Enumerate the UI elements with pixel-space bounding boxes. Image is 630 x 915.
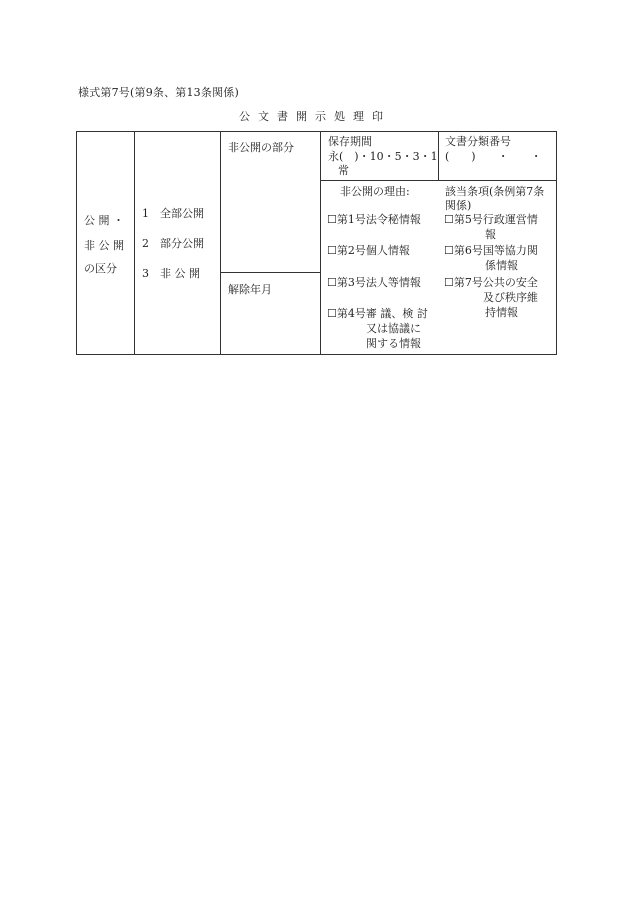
applicable-text-cont: 持情報 xyxy=(485,306,518,319)
applicable-text-cont: 及び秩序維 xyxy=(483,291,538,304)
checkbox-icon[interactable]: ☐ xyxy=(444,276,454,289)
table-divider xyxy=(134,131,135,355)
table-divider xyxy=(320,180,557,181)
option-nondisclosure: 3 非 公 開 xyxy=(142,267,200,280)
option-partial-disclosure: 2 部分公開 xyxy=(142,237,204,250)
checkbox-icon[interactable]: ☐ xyxy=(327,276,337,289)
reason-checkbox-item[interactable]: ☐第2号個人情報 xyxy=(327,244,410,257)
retention-period-values: 永( )・10・5・3・1 xyxy=(328,150,438,163)
option-full-disclosure: 1 全部公開 xyxy=(142,207,204,220)
document-title: 公文書開示処理印 xyxy=(239,110,391,123)
applicable-checkbox-item[interactable]: ☐第5号行政運営情 xyxy=(444,213,538,226)
applicable-clauses-header-line1: 該当条項(条例第7条 xyxy=(445,185,545,198)
category-label-line1: 公 開 ・ xyxy=(84,214,124,227)
reason-text-cont: 関する情報 xyxy=(366,337,421,350)
nondisclosed-part-label: 非公開の部分 xyxy=(228,141,294,154)
table-divider xyxy=(220,131,221,355)
checkbox-icon[interactable]: ☐ xyxy=(327,244,337,257)
reason-header: 非公開の理由: xyxy=(340,185,410,198)
checkbox-icon[interactable]: ☐ xyxy=(327,307,337,320)
retention-period-values-cont: 常 xyxy=(338,164,349,177)
applicable-text-cont: 係情報 xyxy=(485,259,518,272)
form-label: 様式第7号(第9条、第13条関係) xyxy=(78,86,239,99)
table-divider xyxy=(220,272,321,273)
checkbox-icon[interactable]: ☐ xyxy=(327,213,337,226)
applicable-checkbox-item[interactable]: ☐第6号国等協力関 xyxy=(444,244,538,257)
reason-checkbox-item[interactable]: ☐第3号法人等情報 xyxy=(327,276,421,289)
reason-text-cont: 又は協議に xyxy=(366,322,421,335)
checkbox-icon[interactable]: ☐ xyxy=(444,213,454,226)
release-date-label: 解除年月 xyxy=(228,283,272,296)
classification-number-label: 文書分類番号 xyxy=(445,135,511,148)
checkbox-icon[interactable]: ☐ xyxy=(444,244,454,257)
category-label-line2: 非 公 開 xyxy=(84,239,124,252)
applicable-checkbox-item[interactable]: ☐第7号公共の安全 xyxy=(444,276,538,289)
table-divider xyxy=(438,131,439,181)
table-divider xyxy=(320,131,321,355)
reason-checkbox-item[interactable]: ☐第4号審 議、検 討 xyxy=(327,307,428,320)
category-label-line3: の区分 xyxy=(84,262,117,275)
retention-period-label: 保存期間 xyxy=(328,135,372,148)
applicable-text-cont: 報 xyxy=(485,228,496,241)
applicable-clauses-header-line2: 関係) xyxy=(445,199,472,212)
classification-number-values: ( ) ・ ・ xyxy=(445,150,542,163)
reason-checkbox-item[interactable]: ☐第1号法令秘情報 xyxy=(327,213,421,226)
